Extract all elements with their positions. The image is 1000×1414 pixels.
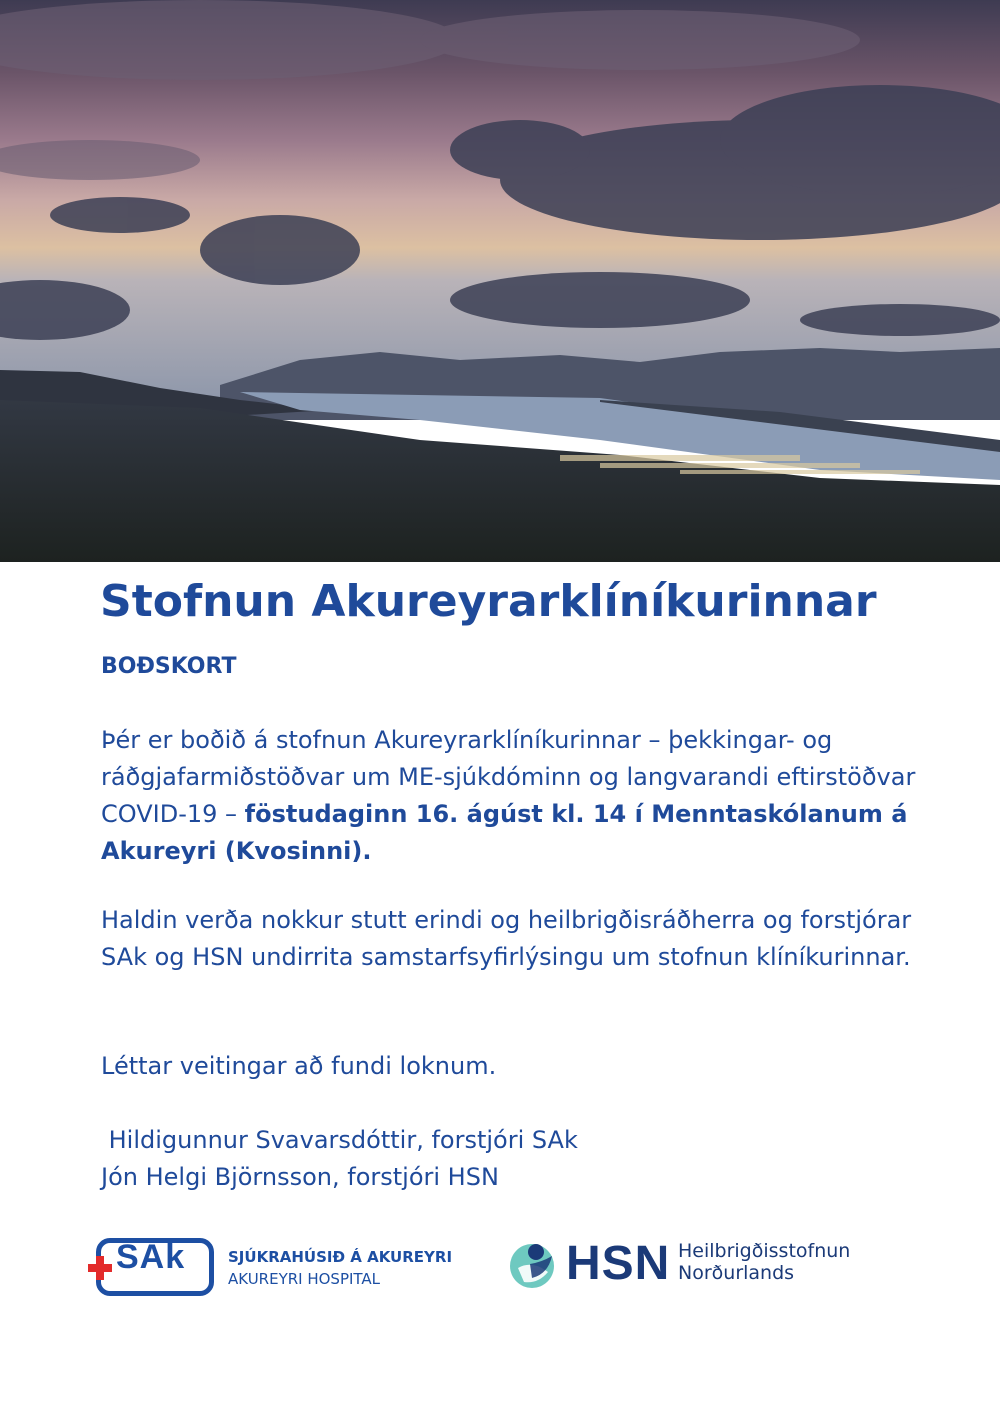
invitation-label: BOÐSKORT [101,654,237,679]
invitation-text: Þér er boðið á stofnun Akureyrarklíníkurinnar – þekkingar- og ráðgjafarmiðstöðvar um ME-sjúkdóminn og langvarandi eftirstöðvar COVID-19 – [101,726,916,828]
red-cross-icon [88,1256,112,1280]
signature-line: Jón Helgi Björnsson, forstjóri HSN [101,1163,499,1191]
hsn-logo-mark: HSN [566,1237,671,1290]
signatures [101,1122,578,1196]
page-title: Stofnun Akureyrarklíníkurinnar [100,576,877,627]
event-date-location: föstudaginn 16. ágúst kl. 14 í Menntaskólanum á Akureyri (Kvosinni). [101,800,908,865]
signature-line: Hildigunnur Svavarsdóttir, forstjóri SAk [101,1126,578,1154]
hsn-logo [508,1234,888,1304]
sak-logo-mark: SAk [116,1238,186,1276]
invitation-paragraph [101,722,921,870]
hero-landscape-photo [0,0,1000,562]
sak-logo [88,1232,468,1304]
sak-name: SJÚKRAHÚSIÐ Á AKUREYRI [228,1248,453,1266]
hsn-name-line1: Heilbrigðisstofnun [678,1240,851,1262]
program-paragraph: Haldin verða nokkur stutt erindi og heilbrigðisráðherra og forstjórar SAk og HSN undirrita samstarfsyfirlýsingu um stofnun klíníkurinnar. [101,906,912,971]
hsn-name-line2: Norðurlands [678,1262,795,1284]
refreshments-paragraph: Léttar veitingar að fundi loknum. [101,1052,497,1080]
sak-name-english: AKUREYRI HOSPITAL [228,1270,381,1288]
hsn-symbol-icon [508,1238,560,1290]
